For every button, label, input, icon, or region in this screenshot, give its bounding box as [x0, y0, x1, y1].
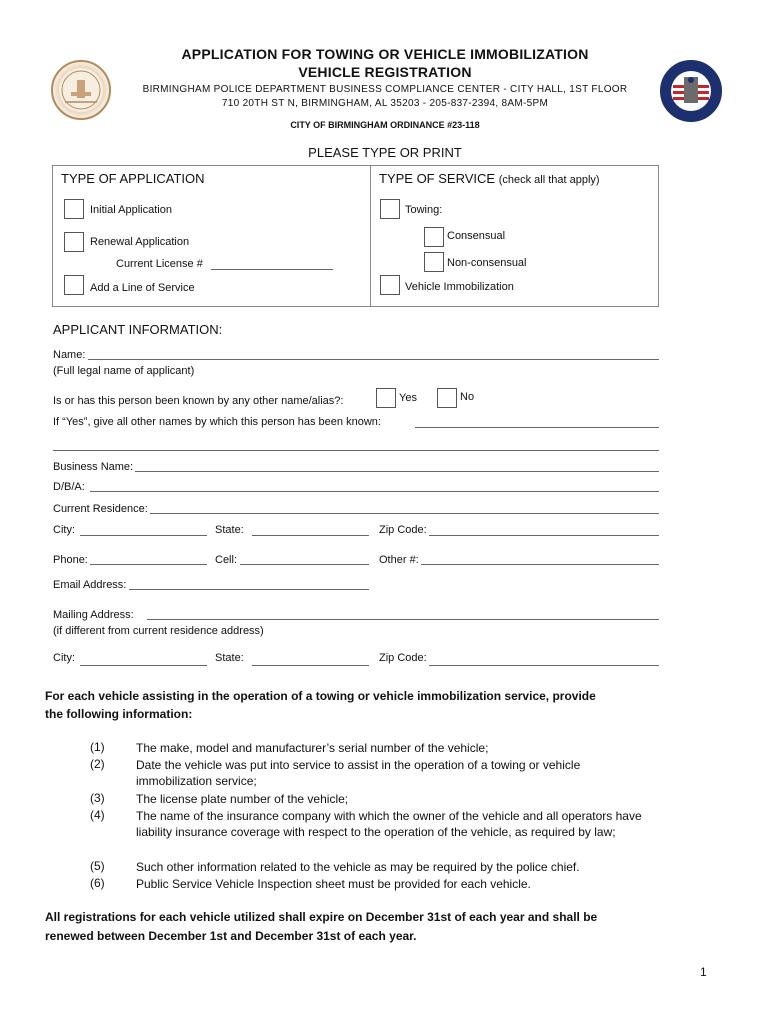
item-number: (5) [90, 859, 105, 873]
mailing-city-field[interactable] [80, 665, 207, 666]
name-note: (Full legal name of applicant) [53, 365, 195, 377]
renewal-application-checkbox[interactable] [64, 232, 84, 252]
mailing-address-field[interactable] [147, 619, 659, 620]
vehicle-requirement-item: Such other information related to the vehicle as may be required by the police chief. [136, 860, 580, 874]
alias-no-checkbox[interactable] [437, 388, 457, 408]
item-number: (1) [90, 740, 105, 754]
dba-field[interactable] [90, 491, 659, 492]
mailing-address-note: (if different from current residence address) [53, 625, 264, 637]
zip-code-label: Zip Code: [379, 524, 427, 536]
add-line-of-service-label: Add a Line of Service [90, 282, 195, 294]
alias-no-label: No [460, 391, 475, 403]
address-line1: BIRMINGHAM POLICE DEPARTMENT BUSINESS COMPLIANCE CENTER - CITY HALL, 1ST FLOOR [142, 84, 628, 95]
vehicle-immobilization-label: Vehicle Immobilization [405, 281, 514, 293]
type-or-print-instruction: PLEASE TYPE OR PRINT [308, 145, 462, 160]
vehicle-requirement-item: The license plate number of the vehicle; [136, 792, 349, 806]
business-name-field[interactable] [135, 471, 659, 472]
type-box-divider [370, 165, 371, 307]
form-title-line2: VEHICLE REGISTRATION [298, 64, 472, 80]
alias-yes-label: Yes [399, 392, 417, 404]
mailing-city-label: City: [53, 652, 75, 664]
zip-code-field[interactable] [429, 535, 659, 536]
other-number-field[interactable] [421, 564, 659, 565]
email-address-field[interactable] [129, 589, 369, 590]
cell-field[interactable] [240, 564, 369, 565]
initial-application-label: Initial Application [90, 204, 172, 216]
renewal-application-label: Renewal Application [90, 236, 190, 248]
mailing-zip-code-label: Zip Code: [379, 652, 427, 664]
applicant-information-heading: APPLICANT INFORMATION: [53, 322, 223, 337]
alias-names-field[interactable] [415, 427, 659, 428]
application-type-heading: TYPE OF APPLICATION [61, 171, 205, 186]
service-type-heading [379, 171, 600, 186]
state-field[interactable] [252, 535, 369, 536]
alias-names-field-2[interactable] [53, 450, 659, 451]
name-label: Name: [53, 349, 86, 361]
vehicle-immobilization-checkbox[interactable] [380, 275, 400, 295]
current-license-field[interactable] [211, 269, 333, 270]
phone-label: Phone: [53, 554, 88, 566]
add-line-of-service-checkbox[interactable] [64, 275, 84, 295]
state-label: State: [215, 524, 244, 536]
service-type-heading-text: TYPE OF SERVICE [379, 171, 496, 186]
consensual-label: Consensual [447, 230, 506, 242]
current-license-label: Current License # [116, 258, 203, 270]
vehicle-requirement-item: Date the vehicle was put into service to assist in the operation of a towing or vehicle immobilization service; [136, 758, 581, 788]
phone-field[interactable] [90, 564, 207, 565]
mailing-state-field[interactable] [252, 665, 369, 666]
non-consensual-checkbox[interactable] [424, 252, 444, 272]
expiration-notice-line2: renewed between December 1st and December 31st of each year. [45, 929, 417, 943]
alias-followup-label: If “Yes”, give all other names by which this person has been known: [53, 416, 381, 428]
initial-application-checkbox[interactable] [64, 199, 84, 219]
city-field[interactable] [80, 535, 207, 536]
city-label: City: [53, 524, 75, 536]
form-title-line1: APPLICATION FOR TOWING OR VEHICLE IMMOBILIZATION [181, 46, 589, 62]
other-number-label: Other #: [379, 554, 419, 566]
expiration-notice-line1: All registrations for each vehicle utilized shall expire on December 31st of each year and shall be [45, 910, 598, 924]
towing-label: Towing: [405, 204, 443, 216]
vehicle-intro-line1: For each vehicle assisting in the operation of a towing or vehicle immobilization service, provide [45, 689, 596, 703]
towing-checkbox[interactable] [380, 199, 400, 219]
mailing-zip-code-field[interactable] [429, 665, 659, 666]
current-residence-label: Current Residence: [53, 503, 148, 515]
vehicle-requirement-item: The name of the insurance company with which the owner of the vehicle and all operators have liability insurance coverage with respect to the operation of the vehicle, as required by law; [136, 809, 642, 839]
alias-yes-checkbox[interactable] [376, 388, 396, 408]
item-number: (4) [90, 808, 105, 822]
item-number: (6) [90, 876, 105, 890]
ordinance-number: CITY OF BIRMINGHAM ORDINANCE #23-118 [290, 120, 480, 130]
dba-label: D/B/A: [53, 481, 85, 493]
non-consensual-label: Non-consensual [447, 257, 527, 269]
mailing-state-label: State: [215, 652, 244, 664]
name-field[interactable] [88, 359, 659, 360]
vehicle-requirement-item: The make, model and manufacturer’s serial number of the vehicle; [136, 741, 489, 755]
cell-label: Cell: [215, 554, 238, 566]
page-number: 1 [700, 965, 707, 979]
address-line2: 710 20TH ST N, BIRMINGHAM, AL 35203 - 205-837-2394, 8AM-5PM [221, 98, 549, 109]
current-residence-field[interactable] [150, 513, 659, 514]
vehicle-intro-line2: the following information: [45, 707, 193, 721]
alias-question: Is or has this person been known by any other name/alias?: [53, 395, 344, 407]
service-type-note: (check all that apply) [498, 174, 600, 186]
business-name-label: Business Name: [53, 461, 134, 473]
email-address-label: Email Address: [53, 579, 127, 591]
item-number: (2) [90, 757, 105, 771]
consensual-checkbox[interactable] [424, 227, 444, 247]
mailing-address-label: Mailing Address: [53, 609, 134, 621]
item-number: (3) [90, 791, 105, 805]
vehicle-requirement-item: Public Service Vehicle Inspection sheet must be provided for each vehicle. [136, 877, 531, 891]
